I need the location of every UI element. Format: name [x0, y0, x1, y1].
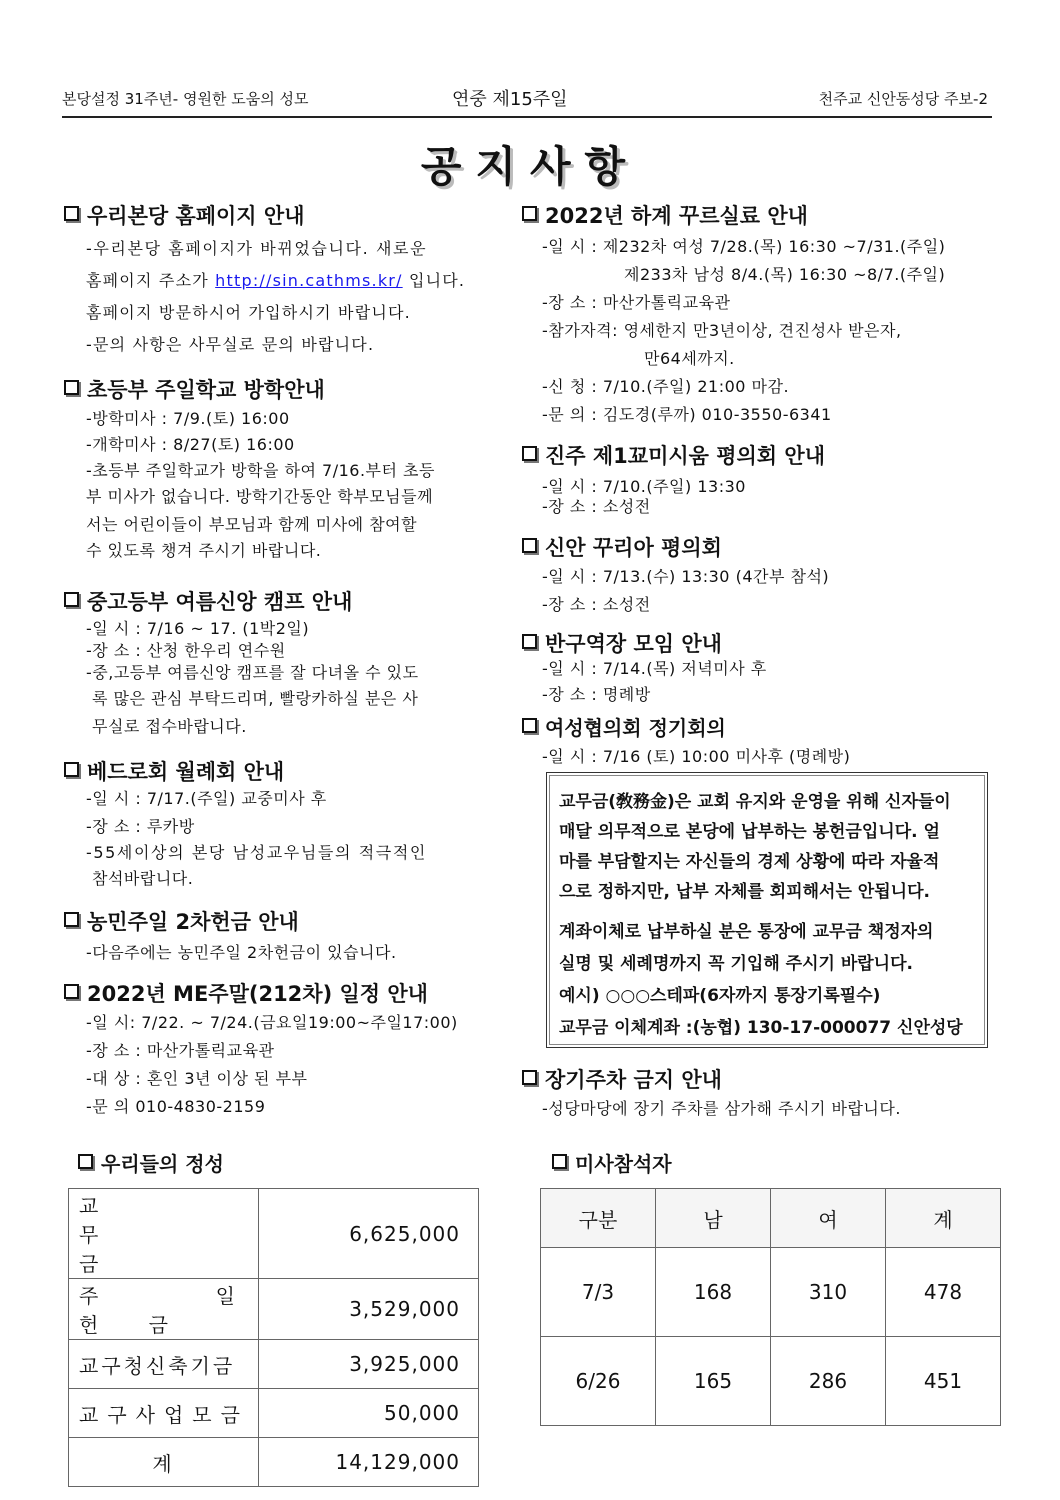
header-center: 연중 제15주일 [452, 89, 568, 110]
notice-line: 으로 정하지만, 납부 자체를 회피해서는 안됩니다. [559, 882, 930, 902]
notice-line: 매달 의무적으로 본당에 납부하는 봉헌금입니다. 얼 [559, 822, 940, 842]
table-cell: 165 [656, 1337, 771, 1426]
checkbox-bullet-icon [64, 762, 79, 777]
text-line: 서는 어린이들이 부모님과 함께 미사에 참여할 [86, 515, 418, 534]
column-header: 계 [886, 1189, 1001, 1248]
table-cell: 478 [886, 1248, 1001, 1337]
text-line: 만64세까지. [644, 349, 735, 368]
tithe-notice-box [546, 772, 988, 1048]
notice-line: 예시) ○○○스테파(6자까지 통장기록필수) [559, 986, 881, 1006]
checkbox-bullet-icon [522, 538, 537, 553]
section-me-weekend-title: 2022년 ME주말(212차) 일정 안내 [64, 978, 428, 1008]
table-cell: 168 [656, 1248, 771, 1337]
text-line: -문 의 010-4830-2159 [86, 1097, 266, 1116]
text-line: -장 소 : 명례방 [542, 685, 651, 704]
finance-value: 14,129,000 [259, 1438, 479, 1487]
column-header: 여 [771, 1189, 886, 1248]
text-line: -장 소 : 소성전 [542, 595, 651, 614]
text-line: -우리본당 홈페이지가 바뀌었습니다. 새로운 [86, 239, 428, 258]
table-row [69, 1340, 479, 1389]
notice-line: 계좌이체로 납부하실 분은 통장에 교무금 책정자의 [559, 922, 934, 942]
text-line: 무실로 접수바랍니다. [92, 717, 247, 736]
bulletin-header [62, 84, 992, 118]
finance-title: 우리들의 정성 [78, 1148, 224, 1177]
table-row [69, 1189, 479, 1279]
checkbox-bullet-icon [64, 206, 79, 221]
header-left: 본당설정 31주년- 영원한 도움의 성모 [62, 90, 309, 108]
text-line: -문 의 : 김도경(루까) 010-3550-6341 [542, 405, 832, 424]
text-line: -문의 사항은 사무실로 문의 바랍니다. [86, 335, 375, 354]
text-line: -참가자격: 영세한지 만3년이상, 견진성사 받은자, [542, 321, 902, 340]
text-line: -일 시 : 7/14.(목) 저녁미사 후 [542, 659, 767, 678]
finance-value: 3,925,000 [259, 1340, 479, 1389]
checkbox-bullet-icon [522, 718, 537, 733]
section-farmers-title: 농민주일 2차헌금 안내 [64, 906, 299, 936]
text-line: -장 소 : 루카방 [86, 817, 195, 836]
finance-value: 6,625,000 [259, 1189, 479, 1279]
section-parking-title: 장기주차 금지 안내 [522, 1064, 722, 1094]
checkbox-bullet-icon [64, 912, 79, 927]
text-line: 홈페이지 주소가 http://sin.cathms.kr/ 입니다. [86, 271, 466, 290]
finance-value: 50,000 [259, 1389, 479, 1438]
text-line: -초등부 주일학교가 방학을 하여 7/16.부터 초등 [86, 461, 435, 480]
checkbox-bullet-icon [64, 984, 79, 999]
finance-label: 교구사업모금 [69, 1389, 259, 1438]
checkbox-bullet-icon [64, 380, 79, 395]
text-line: 수 있도록 챙겨 주시기 바랍니다. [86, 541, 322, 560]
finance-label: 교구청신축기금 [69, 1340, 259, 1389]
section-cursillo-title: 2022년 하계 꾸르실료 안내 [522, 200, 808, 230]
text-line: -55세이상의 본당 남성교우님들의 적극적인 [86, 843, 427, 862]
table-row [69, 1389, 479, 1438]
checkbox-bullet-icon [522, 206, 537, 221]
text-line: 부 미사가 없습니다. 방학기간동안 학부모님들께 [86, 487, 434, 506]
text-line: 참석바랍니다. [92, 869, 194, 888]
checkbox-bullet-icon [522, 634, 537, 649]
section-camp-title: 중고등부 여름신앙 캠프 안내 [64, 586, 352, 616]
column-header: 구분 [541, 1189, 656, 1248]
text-line: -장 소 : 마산가톨릭교육관 [542, 293, 731, 312]
table-cell: 310 [771, 1248, 886, 1337]
text-line: -일 시 : 7/13.(수) 13:30 (4간부 참석) [542, 567, 830, 586]
text-line: -중,고등부 여름신앙 캠프를 잘 다녀올 수 있도 [86, 663, 419, 682]
section-womens-council-title: 여성협의회 정기회의 [522, 712, 726, 741]
text-line: -다음주에는 농민주일 2차헌금이 있습니다. [86, 943, 397, 962]
text-line: -일 시: 7/22. ~ 7/24.(금요일19:00~주일17:00) [86, 1013, 458, 1032]
header-right: 천주교 신안동성당 주보-2 [818, 90, 988, 108]
finance-label: 주 일 헌 금 [69, 1279, 259, 1340]
text-line: 홈페이지 방문하시어 가입하시기 바랍니다. [86, 303, 411, 322]
finance-value: 3,529,000 [259, 1279, 479, 1340]
column-header: 남 [656, 1189, 771, 1248]
notice-line: 교무금(敎務金)은 교회 유지와 운영을 위해 신자들이 [559, 792, 951, 812]
text-line: -장 소 : 소성전 [542, 497, 651, 516]
checkbox-bullet-icon [522, 1070, 537, 1085]
text-line: 제233차 남성 8/4.(목) 16:30 ~8/7.(주일) [624, 265, 946, 284]
section-homepage-title: 우리본당 홈페이지 안내 [64, 200, 304, 230]
text-line: -일 시 : 7/16 ~ 17. (1박2일) [86, 619, 310, 638]
table-row [541, 1337, 1001, 1426]
checkbox-bullet-icon [64, 592, 79, 607]
text-line: -성당마당에 장기 주차를 삼가해 주시기 바랍니다. [542, 1099, 901, 1118]
table-cell: 451 [886, 1337, 1001, 1426]
table-cell: 7/3 [541, 1248, 656, 1337]
finance-label: 교 무 금 [69, 1189, 259, 1279]
text-line: -장 소 : 산청 한우리 연수원 [86, 641, 286, 660]
checkbox-bullet-icon [522, 446, 537, 461]
table-cell: 6/26 [541, 1337, 656, 1426]
section-peter-club-title: 베드로회 월례회 안내 [64, 756, 284, 786]
finance-label: 계 [69, 1438, 259, 1487]
notice-line: 실명 및 세례명까지 꼭 기입해 주시기 바랍니다. [559, 954, 913, 974]
finance-table [68, 1188, 479, 1487]
checkbox-bullet-icon [552, 1154, 567, 1169]
text-line: -일 시 : 제232차 여성 7/28.(목) 16:30 ~7/31.(주일) [542, 237, 946, 256]
checkbox-bullet-icon [78, 1154, 93, 1169]
section-district-leaders-title: 반구역장 모임 안내 [522, 628, 722, 658]
table-row [69, 1438, 479, 1487]
attendance-title: 미사참석자 [552, 1148, 672, 1177]
homepage-link[interactable]: http://sin.cathms.kr/ [215, 271, 403, 290]
text-line: -일 시 : 7/10.(주일) 13:30 [542, 477, 746, 496]
section-curia-title: 신안 꾸리아 평의회 [522, 532, 722, 562]
section-praesidium-title: 진주 제1꾜미시움 평의회 안내 [522, 440, 825, 470]
notice-line: 마를 부담할지는 자신들의 경제 상황에 따라 자율적 [559, 852, 940, 872]
page-title: 공지사항 [420, 142, 640, 191]
section-sunday-school-title: 초등부 주일학교 방학안내 [64, 374, 325, 404]
text-line: -신 청 : 7/10.(주일) 21:00 마감. [542, 377, 790, 396]
table-row [541, 1248, 1001, 1337]
table-cell: 286 [771, 1337, 886, 1426]
notice-line: 교무금 이체계좌 :(농협) 130-17-000077 신안성당 [559, 1018, 963, 1038]
text-line: -일 시 : 7/17.(주일) 교중미사 후 [86, 789, 327, 808]
table-header-row [541, 1189, 1001, 1248]
text-line: -개학미사 : 8/27(토) 16:00 [86, 435, 295, 454]
text-line: -장 소 : 마산가톨릭교육관 [86, 1041, 275, 1060]
text-line: 록 많은 관심 부탁드리며, 빨랑카하실 분은 사 [92, 689, 419, 708]
text-line: -대 상 : 혼인 3년 이상 된 부부 [86, 1069, 308, 1088]
text-line: -일 시 : 7/16 (토) 10:00 미사후 (명례방) [542, 747, 851, 766]
table-row [69, 1279, 479, 1340]
text-line: -방학미사 : 7/9.(토) 16:00 [86, 409, 290, 428]
attendance-table [540, 1188, 1001, 1426]
